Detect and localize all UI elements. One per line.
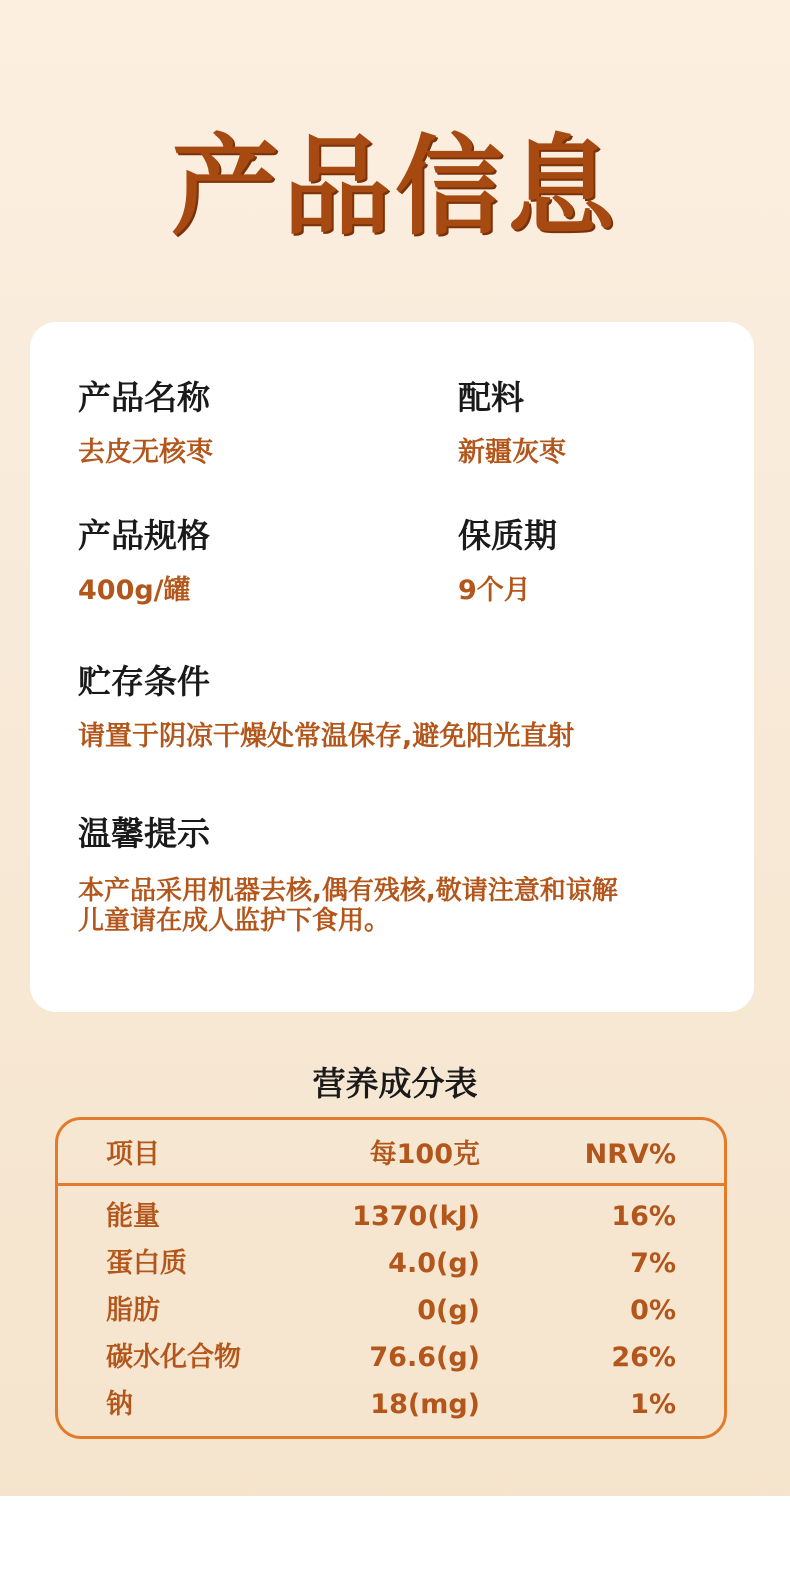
header-item: 项目 [106,1139,160,1170]
row-amount: 76.6(g) [369,1342,480,1373]
nutrition-table-header [58,1120,724,1186]
spec-value: 400g/罐 [78,575,191,606]
row-item: 能量 [106,1201,160,1232]
table-row [58,1247,724,1294]
row-amount: 18(mg) [370,1389,480,1420]
row-item: 碳水化合物 [106,1342,241,1373]
shelf-life-value: 9个月 [458,575,531,606]
nutrition-table [55,1117,727,1439]
shelf-life-label: 保质期 [458,516,557,555]
tip-label: 温馨提示 [78,814,210,853]
spec-field [78,516,210,608]
spec-label: 产品规格 [78,516,210,555]
row-nrv: 1% [630,1389,676,1420]
page-title: 产品信息 [170,124,619,250]
tip-field [78,814,738,936]
row-item: 钠 [106,1389,133,1420]
product-name-value: 去皮无核枣 [78,437,213,468]
shelf-life-field [458,516,557,608]
row-nrv: 16% [611,1201,676,1232]
tip-value [78,876,738,936]
table-row [58,1341,724,1388]
product-name-label: 产品名称 [78,378,210,417]
ingredients-value: 新疆灰枣 [458,437,566,468]
storage-label: 贮存条件 [78,662,210,701]
table-row [58,1388,724,1435]
bottom-strip [0,1496,790,1584]
row-nrv: 7% [630,1248,676,1279]
product-name-field [78,378,213,470]
storage-field [78,662,574,754]
table-row [58,1200,724,1247]
ingredients-field [458,378,566,470]
row-nrv: 0% [630,1295,676,1326]
row-item: 脂肪 [106,1295,160,1326]
tip-line-1: 本产品采用机器去核,偶有残核,敬请注意和谅解 [78,876,618,906]
tip-line-2: 儿童请在成人监护下食用。 [78,906,391,936]
row-amount: 1370(kJ) [352,1201,480,1232]
row-amount: 0(g) [417,1295,480,1326]
product-info-card [30,322,754,1012]
row-item: 蛋白质 [106,1248,187,1279]
header-nrv: NRV% [584,1139,676,1170]
header-per-100g: 每100克 [369,1139,480,1170]
table-row [58,1294,724,1341]
storage-value: 请置于阴凉干燥处常温保存,避免阳光直射 [78,721,575,752]
row-nrv: 26% [611,1342,676,1373]
nutrition-table-title: 营养成分表 [312,1064,478,1103]
ingredients-label: 配料 [458,378,524,417]
row-amount: 4.0(g) [388,1248,480,1279]
